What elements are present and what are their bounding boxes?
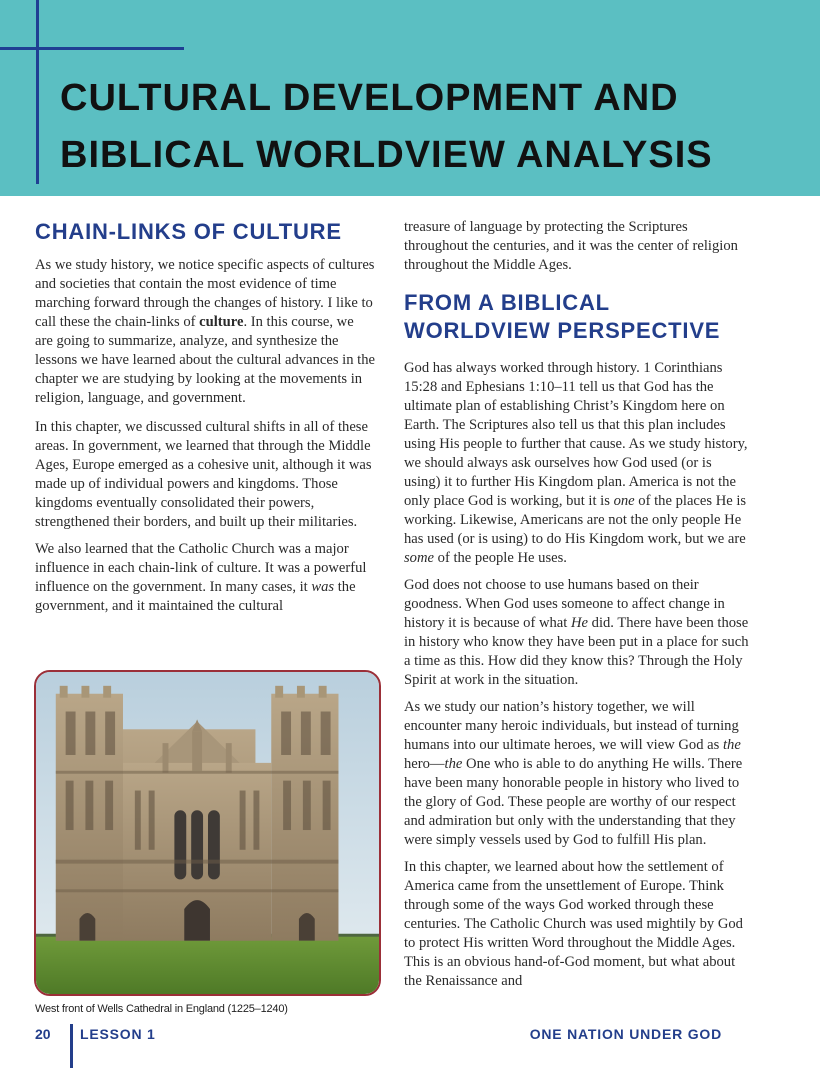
lesson-label: LESSON 1 <box>80 1026 156 1042</box>
text-run: One who is able to do anything He wills. There have been many honorable people in history who lived to the glory of God. These people are worthy of our respect and admiration but only with the understanding that they were simply vessels used by God to fulfill His plan. <box>404 756 743 848</box>
text-run: As we study our nation’s history together, we will encounter many heroic individuals, but instead of turning humans into our ultimate heroes, we will view God as <box>404 699 739 753</box>
paragraph <box>404 576 750 690</box>
page-title <box>60 70 800 184</box>
decorative-horizontal-rule <box>0 47 184 50</box>
text-run: of the places He is working. Likewise, Americans are not the only people He has used (or is using) to do His Kingdom work, but we are <box>404 493 747 547</box>
paragraph <box>35 540 375 616</box>
paragraph: In this chapter, we discussed cultural shifts in all of these areas. In government, we learned that through the Middle Ages, Europe emerged as a cohesive unit, although it was made up of individual powers and kingdoms. Those kingdoms eventually consolidated their powers, strengthened their borders, and built up their militaries. <box>35 419 372 530</box>
text-run: did. There have been those in history who know they have been put in a place for such a time as this. How did they know this? Through the Holy Spirit at work in the situation. <box>404 615 749 688</box>
title-banner <box>0 0 820 196</box>
section-heading-biblical-worldview <box>404 289 750 345</box>
footer-divider <box>70 1024 73 1068</box>
paragraph <box>404 698 750 850</box>
decorative-vertical-rule <box>36 0 39 184</box>
heading-line-2: WORLDVIEW PERSPECTIVE <box>404 318 721 343</box>
left-column <box>35 218 375 624</box>
italic-term: one <box>613 493 635 509</box>
bold-term: culture <box>199 314 244 330</box>
heading-line-1: FROM A BIBLICAL <box>404 290 610 315</box>
right-column <box>404 218 750 999</box>
text-run: hero— <box>404 756 445 772</box>
italic-term: the <box>444 756 463 772</box>
text-run: . In this course, we are going to summarize, analyze, and synthesize the lessons we have learned about the cultural advances in the chapter we are studying by looking at the movements in religion, language, and government. <box>35 314 375 406</box>
photo-caption: West front of Wells Cathedral in England (1225–1240) <box>35 1003 288 1015</box>
text-run: God has always worked through history. 1 Corinthians 15:28 and Ephesians 1:10–11 tell us that God has the ultimate plan of establishing Christ’s Kingdom here on Earth. The Scriptures also tell us that this plan includes using His people to further that cause. As we study history, we should always ask ourselves how God used (or is using) it to further His Kingdom plan. America is not the only place God is working, but it is <box>404 360 748 509</box>
text-run: the government, and it maintained the cultural <box>35 579 356 614</box>
paragraph: treasure of language by protecting the Scriptures throughout the centuries, and it was the center of religion throughout the Middle Ages. <box>404 219 738 273</box>
book-title: ONE NATION UNDER GOD <box>529 1026 722 1042</box>
italic-term: the <box>722 737 741 753</box>
paragraph <box>35 256 375 408</box>
page-title-line-1: CULTURAL DEVELOPMENT AND <box>60 77 679 119</box>
cathedral-photo <box>34 670 381 996</box>
paragraph: In this chapter, we learned about how the settlement of America came from the unsettlement of Europe. Think through some of the ways God worked through these centuries. The Catholic Church was used mightily by God to protect His written Word throughout the Middle Ages. This is an obvious hand-of-God moment, but what about the Renaissance and <box>404 859 743 989</box>
text-run: God does not choose to use humans based on their goodness. When God uses someone to affect change in history it is because of what <box>404 577 725 631</box>
italic-term: was <box>311 579 335 595</box>
section-heading-chain-links: CHAIN-LINKS OF CULTURE <box>35 219 342 244</box>
italic-term: He <box>570 615 589 631</box>
cathedral-illustration <box>36 672 379 994</box>
italic-term: some <box>404 550 434 566</box>
text-run: of the people He uses. <box>434 550 567 566</box>
page-number: 20 <box>35 1026 51 1042</box>
text-run: We also learned that the Catholic Church was a major influence in each chain-link of culture. It was a powerful influence on the government. In many cases, it <box>35 541 367 595</box>
text-run: As we study history, we notice specific aspects of cultures and societies that contain the most evidence of time marching forward through the changes of history. I like to call these the chain-links of <box>35 257 375 330</box>
page-title-line-2: BIBLICAL WORLDVIEW ANALYSIS <box>60 134 713 176</box>
paragraph <box>404 359 750 568</box>
